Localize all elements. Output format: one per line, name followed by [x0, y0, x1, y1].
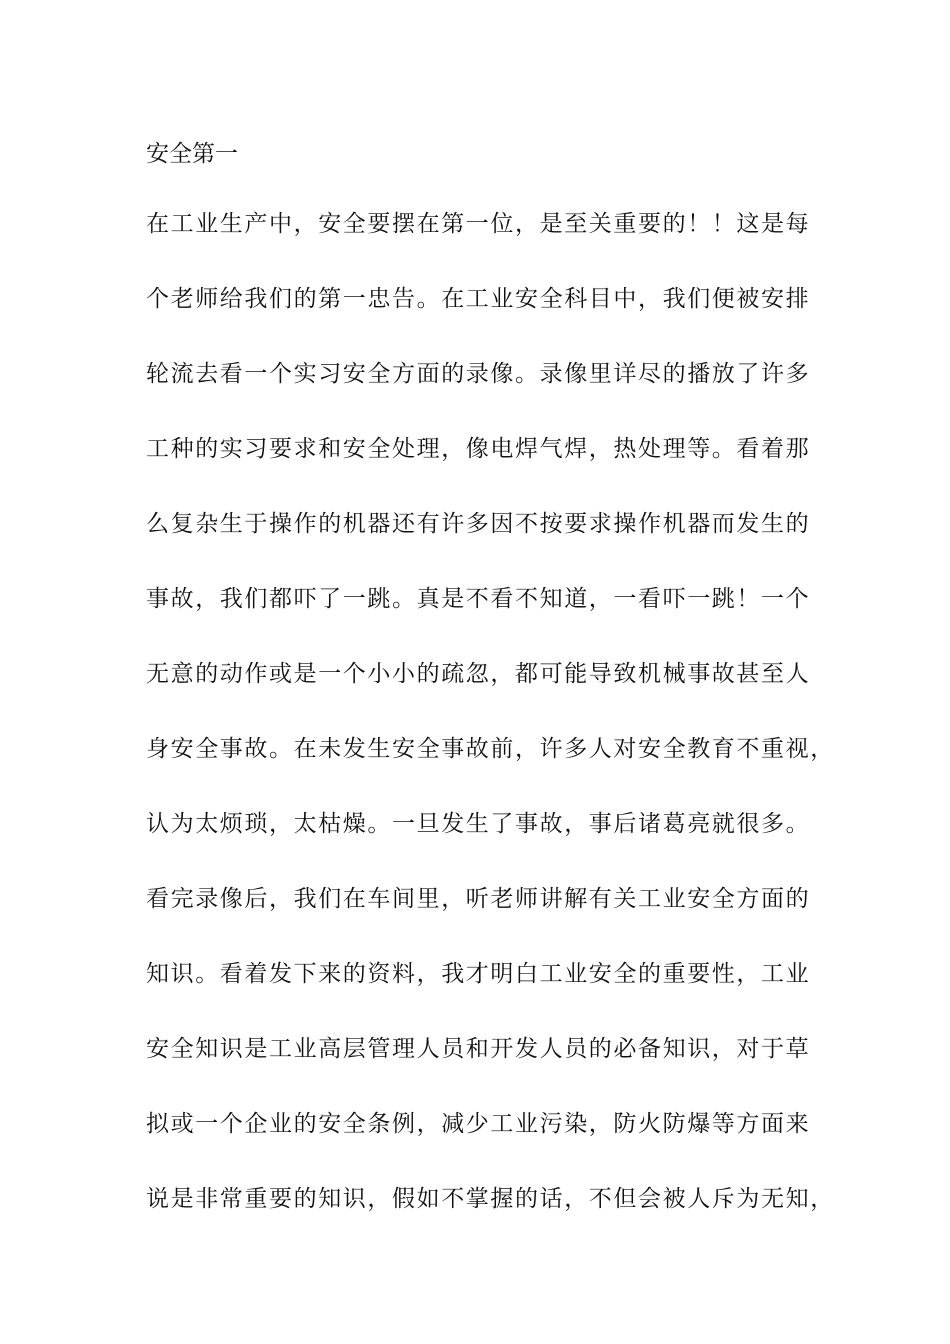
- body-line-3: 轮流去看一个实习安全方面的录像。录像里详尽的播放了许多: [146, 361, 811, 387]
- body-line-14: 说是非常重要的知识，假如不掌握的话，不但会被人斥为无知，: [146, 1186, 835, 1212]
- body-line-9: 认为太烦琐，太枯燥。一旦发生了事故，事后诸葛亮就很多。: [146, 811, 811, 837]
- body-line-2: 个老师给我们的第一忠告。在工业安全科目中，我们便被安排: [146, 286, 811, 312]
- body-line-13: 拟或一个企业的安全条例，减少工业污染，防火防爆等方面来: [146, 1111, 811, 1137]
- document-title: 安全第一: [146, 141, 238, 167]
- body-line-6: 事故，我们都吓了一跳。真是不看不知道，一看吓一跳！一个: [146, 586, 811, 612]
- body-line-4: 工种的实习要求和安全处理，像电焊气焊，热处理等。看着那: [146, 436, 811, 462]
- body-line-12: 安全知识是工业高层管理人员和开发人员的必备知识，对于草: [146, 1036, 811, 1062]
- body-line-1: 在工业生产中，安全要摆在第一位，是至关重要的！！这是每: [146, 211, 811, 237]
- body-line-10: 看完录像后，我们在车间里，听老师讲解有关工业安全方面的: [146, 886, 811, 912]
- body-line-11: 知识。看着发下来的资料，我才明白工业安全的重要性，工业: [146, 961, 811, 987]
- body-line-8: 身安全事故。在未发生安全事故前，许多人对安全教育不重视，: [146, 736, 835, 762]
- body-line-7: 无意的动作或是一个小小的疏忽，都可能导致机械事故甚至人: [146, 661, 811, 687]
- document-body: [146, 208, 835, 1258]
- body-line-5: 么复杂生于操作的机器还有许多因不按要求操作机器而发生的: [146, 511, 811, 537]
